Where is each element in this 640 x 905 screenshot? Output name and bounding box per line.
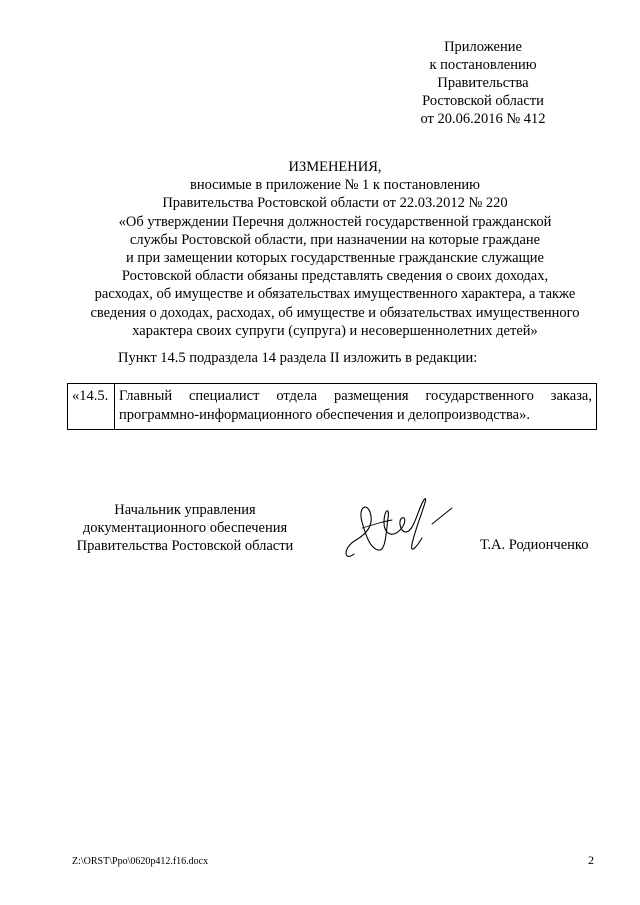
signatory-position	[70, 501, 300, 555]
word: государственного	[425, 388, 534, 404]
item-text	[115, 384, 597, 430]
changes-table	[67, 383, 597, 430]
document-title	[60, 158, 610, 340]
appendix-line: от 20.06.2016 № 412	[420, 111, 546, 127]
title-line: сведения о доходах, расходах, об имуществе и обязательствах имущественного	[90, 304, 580, 321]
word: заказа,	[550, 388, 592, 404]
word: Главный	[119, 388, 173, 404]
appendix-header	[398, 38, 568, 128]
position-line: документационного обеспечения	[82, 520, 288, 536]
title-line: расходах, об имуществе и обязательствах имущественного характера, а также	[94, 286, 576, 303]
word: отдела	[276, 388, 318, 404]
signatory-name: Т.А. Родионченко	[480, 537, 589, 553]
appendix-line: к постановлению	[429, 57, 537, 73]
page-number: 2	[588, 853, 594, 867]
instruction-text: Пункт 14.5 подраздела 14 раздела II изложить в редакции:	[118, 350, 478, 366]
title-line: характера своих супруги (супруга) и несовершеннолетних детей»	[132, 322, 538, 339]
title-line: службы Ростовской области, при назначении на которые граждане	[129, 231, 541, 248]
title-line: Правительства Ростовской области от 22.03.2012 № 220	[162, 195, 508, 212]
title-heading: ИЗМЕНЕНИЯ,	[288, 159, 382, 175]
word: специалист	[188, 388, 260, 404]
appendix-line: Приложение	[444, 39, 522, 55]
item-number: «14.5.	[68, 384, 115, 430]
footer-file-path: Z:\ORST\Ppo\0620p412.f16.docx	[72, 856, 209, 867]
word: размещения	[333, 388, 409, 404]
title-line: Ростовской области обязаны представлять сведения о своих доходах,	[121, 268, 549, 285]
appendix-line: Ростовской области	[422, 93, 544, 109]
title-line: «Об утверждении Перечня должностей государственной гражданской	[118, 213, 552, 230]
position-line: Начальник управления	[114, 502, 256, 518]
title-line: и при замещении которых государственные гражданские служащие	[126, 250, 544, 267]
item-text-line	[119, 387, 592, 406]
handwritten-signature-icon	[340, 488, 460, 568]
title-line: вносимые в приложение № 1 к постановлению	[189, 177, 481, 194]
position-line: Правительства Ростовской области	[76, 538, 294, 554]
appendix-line: Правительства	[437, 75, 529, 91]
item-text-line: программно-информационного обеспечения и делопроизводства».	[119, 407, 530, 423]
table-row	[68, 384, 597, 430]
